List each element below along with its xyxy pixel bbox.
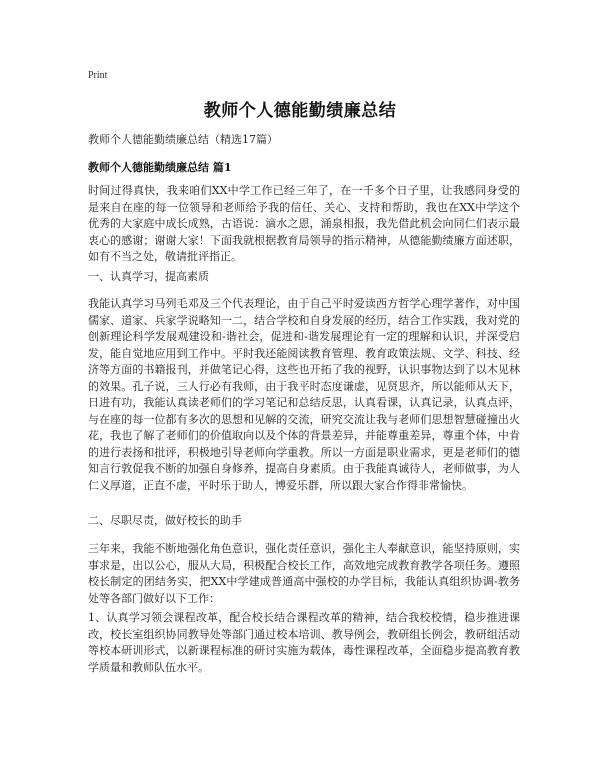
paragraph-duty: 三年来，我能不断地强化角色意识，强化责任意识，强化主人奉献意识，能坚持原则，实事求是，出以公心，服从大局，积极配合校长工作，高效地完成教育教学各项任务。遵照校长制定的团结务实，把XX中学建成普通高中强校的办学目标，我能认真组织协调-教务处等各部门做好以下工作：: [88, 542, 520, 605]
print-label: Print: [88, 70, 108, 81]
section-heading: 教师个人德能勤绩廉总结 篇1: [88, 161, 232, 174]
paragraph-curriculum: 1、认真学习领会课程改革，配合校长结合课程改革的精神，结合我校校情，稳步推进课改，校长室组织协同教导处等部门通过校本培训、教导例会，教研组长例会，教研组活动等校本研训形式，以新课程标准的研讨实施为载体，毒性课程改革，全面稳步提高教育教学质量和教师队伍水平。: [88, 611, 520, 674]
paragraph-study: 我能认真学习马列毛邓及三个代表理论，由于自己平时爱读西方哲学心理学著作，对中国儒家、道家、兵家学说略知一二，结合学校和自身发展的经历，结合工作实践，我对党的创新理论科学发展观建设和-谐社会，促进和-谐发展理论有一定的理解和认识，并深受启发，能自觉地应用到工作中。平时我还能阅读教育管理、教育政策法规、文学、科技、经济等方面的书籍报刊，并做笔记心得，这些也开拓了我的视野，认识事物达到了以木见林的效果。孔子说，三人行必有我师，由于我平时态度谦虚，见贤思齐，所以能师从天下，日进有功，我能认真读老师们的学习笔记和总结反思，认真看课，认真记录，认真点评，与在座的每一位都有多次的思想和见解的交流，研究交流让我与老师们思想智慧碰撞出火花，我也了解了老师们的价值取向以及个体的背景差异，并能尊重差异，尊重个体，中肯的进行表扬和批评，积极地引导老师向学重教。所以一方面是职业需求，更是老师们的德知言行敦促我不断的加强自身修养，提高自身素质。由于我能真诚待人，老师做事，为人仁义厚道，正直不虚，平时乐于助人，博爱乐群，所以跟大家合作得非常愉快。: [88, 297, 520, 492]
document-subtitle: 教师个人德能勤绩廉总结（精选17篇）: [88, 133, 278, 146]
heading-duty: 二、尽职尽责，做好校长的助手: [88, 514, 242, 527]
heading-study: 一、认真学习，提高素质: [88, 270, 209, 283]
paragraph-intro: 时间过得真快，我来咱们XX中学工作已经三年了，在一千多个日子里，让我感同身受的是来自在座的每一位领导和老师给予我的信任、关心、支持和帮助，我也在XX中学这个优秀的大家庭中成长成熟，古语说：滴水之恩，涌泉相报，我先借此机会向同仁们表示最衷心的感谢；谢谢大家！下面我就根据教育局领导的指示精神，从德能勤绩廉方面述职，如有不当之处，敬请批评指正。: [88, 184, 520, 263]
document-title: 教师个人德能勤绩廉总结: [203, 101, 397, 121]
